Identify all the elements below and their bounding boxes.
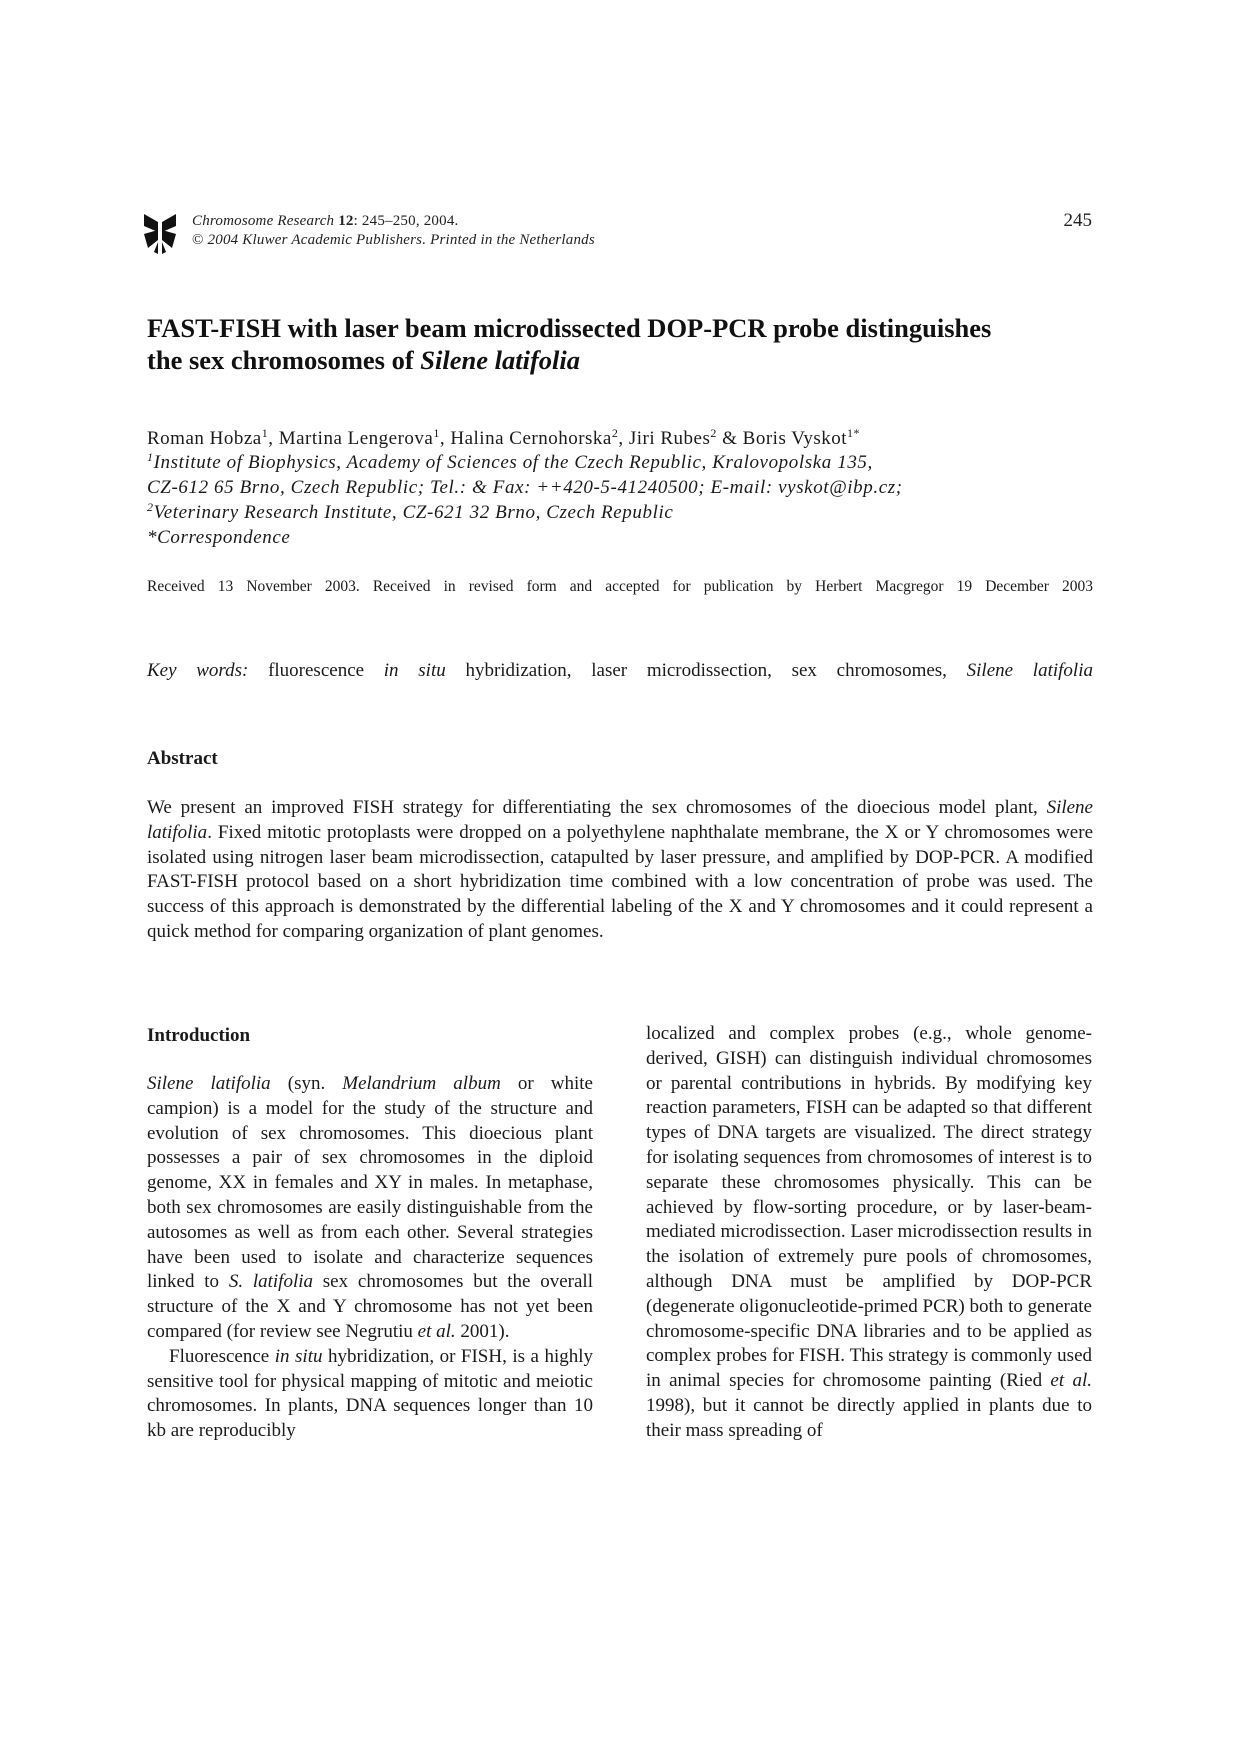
journal-citation [192,213,458,230]
author-name: Martina Lengerova [278,428,434,449]
abstract-sentence: We present an improved FISH strategy for differentiating the sex chromosomes of the dioecious model plant, [147,797,1047,818]
intro-paragraph-2-continued [646,1022,1092,1444]
author-name: Halina Cernohorska [450,428,612,449]
author-affiliation-mark: 1* [847,426,861,440]
affiliation-1-contact: CZ-612 65 Brno, Czech Republic; Tel.: & Fax: ++420-5-41240500; E-mail: vyskot@ibp.cz; [147,477,903,498]
correspondence-mark: * [147,527,158,548]
copyright-text: 2004 Kluwer Academic Publishers. Printed in the Netherlands [207,232,595,248]
intro-paragraph-1 [147,1072,593,1345]
intro-italic: et al. [417,1320,456,1342]
journal-volume: 12 [338,213,354,229]
author-separator: , [618,428,629,449]
correspondence-text: Correspondence [157,527,291,548]
keywords-italic: Silene latifolia [966,660,1093,681]
intro-text: sex chromosomes but the overall structure of the X and Y chromosome has not yet been compared (for review see Negrutiu [147,1271,593,1342]
intro-italic: in situ [274,1345,323,1367]
author-affiliation-mark: 1 [433,426,440,440]
intro-text: hybridization, or FISH, is a highly sensitive tool for physical mapping of mitotic and meiotic chromosomes. In plants, DNA sequences longer than 10 kb are reproducibly [147,1345,594,1442]
keywords-text: fluorescence [248,660,384,681]
author-separator: , [439,428,451,449]
abstract-text [147,796,1093,945]
author-affiliation-mark: 2 [710,426,717,440]
intro-italic: et al. [1050,1370,1092,1392]
affiliation-mark: 1 [147,450,154,464]
affiliation-1-line-1: Institute of Biophysics, Academy of Sciences of the Czech Republic, Kralovopolska 135, [153,452,873,473]
author-name: Roman Hobza [147,428,262,449]
abstract-species: Silene latifolia [147,797,1093,843]
intro-italic: Silene latifolia [147,1073,271,1094]
page-number: 245 [1063,210,1092,231]
intro-italic: Melandrium album [342,1073,501,1094]
journal-name: Chromosome Research [192,213,335,229]
author-affiliation-mark: 2 [611,426,619,440]
body-column-right [646,1022,1092,1444]
copyright-line [192,232,595,249]
body-column-left [147,1072,593,1444]
intro-text: 2001). [455,1320,510,1342]
keywords-text: hybridization, laser microdissection, sex chromosomes, [445,660,967,681]
author-list [147,428,860,450]
intro-paragraph-2 [147,1345,593,1444]
intro-italic: S. latifolia [228,1271,314,1293]
intro-text: localized and complex probes (e.g., whole genome-derived, GISH) can distinguish individual chromosomes or parental contributions in hybrids. By modifying key reaction parameters, FISH can be adapted so that different types of DNA targets are visualized. The direct strategy for isolating sequences from chromosomes of interest is to separate these chromosomes physically. This can be achieved by flow-sorting procedure, or by laser-beam-mediated microdissection. Laser microdissection results in the isolation of extremely pure pools of chromosomes, although DNA must be amplified by DOP-PCR (degenerate oligonucleotide-primed PCR) both to generate chromosome-specific DNA libraries and to be applied as complex probes for FISH. This strategy is commonly used in animal species for chromosome painting (Ried [646,1023,1092,1392]
intro-text: (syn. [270,1073,343,1094]
intro-text: Fluorescence [169,1345,275,1367]
journal-pages-year: : 245–250, 2004. [353,213,459,229]
affiliation-1 [147,452,873,474]
author-affiliation-mark: 1 [261,426,269,440]
title-species: Silene latifolia [420,345,581,375]
keywords [147,660,1093,682]
publisher-logo-icon [142,212,178,254]
abstract-sentence: . Fixed mitotic protoplasts were dropped on a polyethylene naphthalate membrane, the X or Y chromosomes were isolated using nitrogen laser beam microdissection, catapulted by laser pressure, and amplified by DOP-PCR. A modified FAST-FISH protocol based on a short hybridization time combined with a low concentration of probe was used. The success of this approach is demonstrated by the differential labeling of the X and Y chromosomes and it could represent a quick method for comparing organization of plant genomes. [147,821,1093,942]
affiliation-2-text: Veterinary Research Institute, CZ-621 32 Brno, Czech Republic [153,502,674,523]
introduction-heading: Introduction [147,1025,251,1046]
title-line-1: FAST-FISH with laser beam microdissected DOP-PCR probe distinguishes [147,313,992,343]
received-dates: Received 13 November 2003. Received in revised form and accepted for publication by Herbert Macgregor 19 December 2003 [147,578,1093,595]
author-name: Boris Vyskot [742,428,848,449]
title-line-2-prefix: the sex chromosomes of [147,345,421,375]
intro-text: or white campion) is a model for the study of the structure and evolution of sex chromosomes. This dioecious plant possesses a pair of sex chromosomes in the diploid genome, XX in females and XY in males. In metaphase, both sex chromosomes are easily distinguishable from the autosomes as well as from each other. Several strategies have been used to isolate and characterize sequences linked to [147,1073,593,1293]
keywords-label: Key words: [147,660,249,681]
keywords-italic: in situ [383,660,446,681]
affiliation-mark: 2 [147,500,154,514]
author-name: Jiri Rubes [628,428,711,449]
affiliation-2 [147,502,673,524]
author-separator: , [268,428,279,449]
abstract-heading: Abstract [147,748,218,769]
article-title [147,312,1097,376]
copyright-symbol: © [192,232,204,248]
author-separator: & [716,428,743,449]
correspondence-note [147,527,290,549]
intro-text: 1998), but it cannot be directly applied in plants due to their mass spreading of [646,1394,1092,1441]
